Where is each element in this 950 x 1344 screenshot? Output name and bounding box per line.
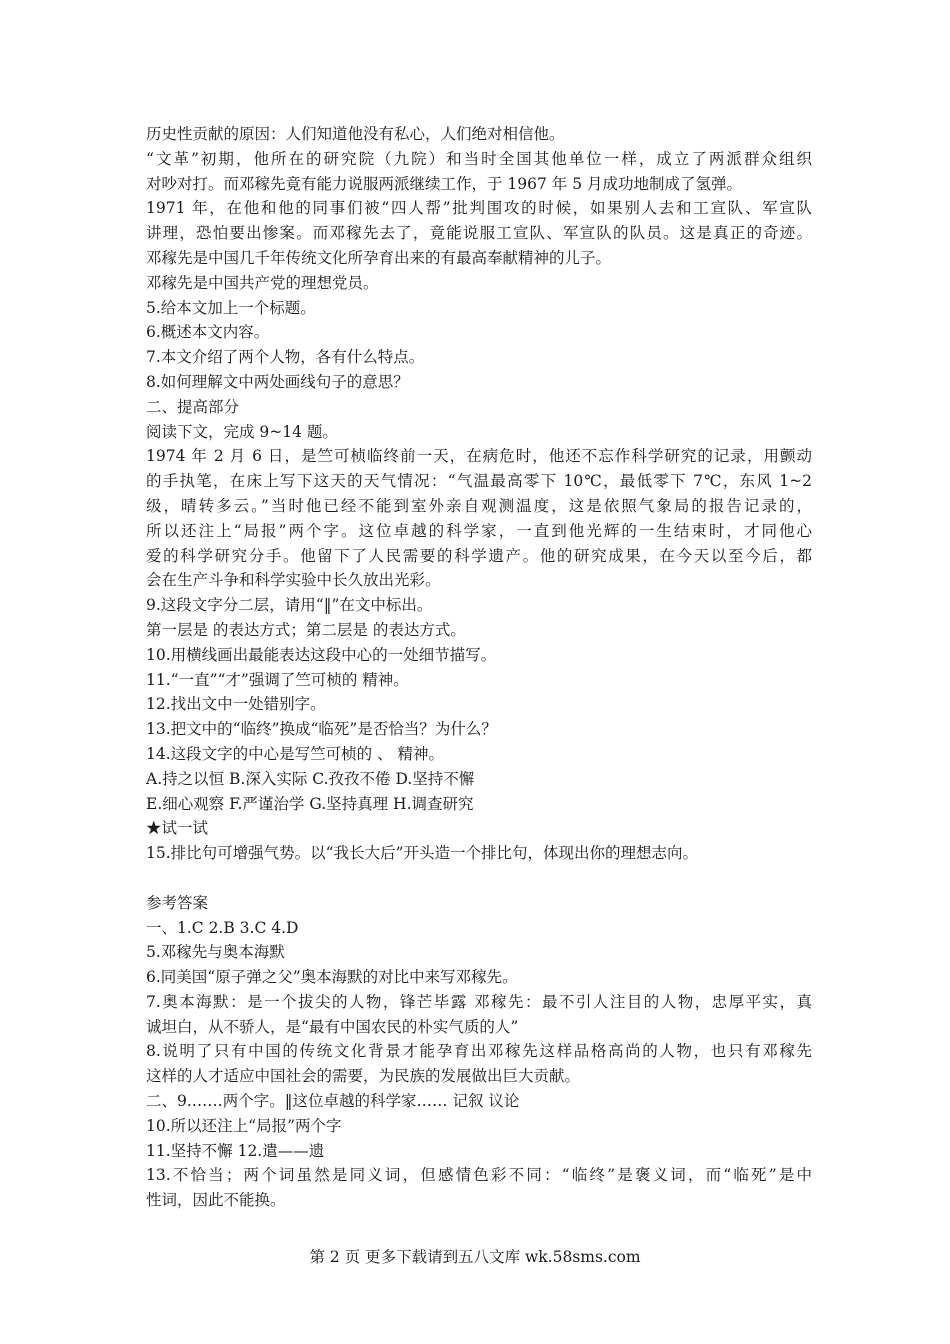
answer-line: 5.邓稼先与奥本海默 bbox=[146, 943, 285, 962]
question-12: 12.找出文中一处错别字。 bbox=[146, 695, 326, 714]
question-15: 15.排比句可增强气势。以“我长大后”开头造一个排比句，体现出你的理想志向。 bbox=[146, 844, 699, 863]
text-line: 对吵对打。而邓稼先竟有能力说服两派继续工作，于 1967 年 5 月成功地制成了氢弹。 bbox=[146, 174, 743, 193]
reading-instruction: 阅读下文，完成 9~14 题。 bbox=[146, 422, 338, 441]
text-line: 1971 年，在他和他的同事们被“四人帮”批判围攻的时候，如果别人去和工宣队、军宣队 bbox=[146, 199, 812, 218]
text-line: 邓稼先是中国几千年传统文化所孕育出来的有最高奉献精神的儿子。 bbox=[146, 248, 612, 267]
answer-line: 8.说明了只有中国的传统文化背景才能孕育出邓稼先这样品格高尚的人物，也只有邓稼先 bbox=[146, 1042, 812, 1061]
answer-line: 二、9.……两个字。‖这位卓越的科学家…… 记叙 议论 bbox=[146, 1092, 520, 1111]
question-9-blank: 第一层是 的表达方式；第二层是 的表达方式。 bbox=[146, 620, 466, 639]
passage-line: 所以还注上“局报”两个字。这位卓越的科学家，一直到他光辉的一生结束时，才同他心 bbox=[146, 521, 812, 540]
passage-line: 爱的科学研究分手。他留下了人民需要的科学遗产。他的研究成果，在今天以至今后，都 bbox=[146, 546, 812, 565]
question-8: 8.如何理解文中两处画线句子的意思？ bbox=[146, 372, 409, 391]
page-footer: 第 2 页 更多下载请到五八文库 wk.58sms.com bbox=[309, 1248, 641, 1266]
blank-line bbox=[146, 866, 812, 891]
passage-line: 会在生产斗争和科学实验中长久放出光彩。 bbox=[146, 571, 441, 590]
answers-heading: 参考答案 bbox=[146, 893, 209, 912]
passage-line: 的手执笔，在床上写下这天的天气情况：“气温最高零下 10℃，最低零下 7℃，东风 1~2 bbox=[146, 472, 812, 491]
answer-line: 13.不恰当；两个词虽然是同义词，但感情色彩不同：“临终”是褒义词，而“临死”是中 bbox=[146, 1166, 812, 1185]
answer-line: 一、1.C 2.B 3.C 4.D bbox=[146, 918, 299, 937]
try-it-heading: ★试一试 bbox=[146, 819, 209, 838]
text-line: 讲理，恐怕要出惨案。而邓稼先去了，竟能说服工宣队、军宣队的队员。这是真正的奇迹。 bbox=[146, 224, 812, 243]
document-body bbox=[146, 122, 812, 1213]
question-11: 11.“一直”“才”强调了竺可桢的 精神。 bbox=[146, 670, 409, 689]
question-14: 14.这段文字的中心是写竺可桢的 、 精神。 bbox=[146, 744, 445, 763]
passage-line: 1974 年 2 月 6 日，是竺可桢临终前一天，在病危时，他还不忘作科学研究的记录，用颤动 bbox=[146, 447, 812, 466]
text-line: 邓稼先是中国共产党的理想党员。 bbox=[146, 273, 379, 292]
question-13: 13.把文中的“临终”换成“临死”是否恰当？为什么？ bbox=[146, 720, 497, 739]
question-7: 7.本文介绍了两个人物，各有什么特点。 bbox=[146, 348, 425, 367]
text-line: 历史性贡献的原因：人们知道他没有私心，人们绝对相信他。 bbox=[146, 125, 565, 143]
answer-line: 这样的人才适应中国社会的需要，为民族的发展做出巨大贡献。 bbox=[146, 1067, 581, 1086]
answer-line: 10.所以还注上“局报”两个字 bbox=[146, 1116, 342, 1135]
answer-line: 性词，因此不能换。 bbox=[146, 1191, 286, 1210]
answer-line: 11.坚持不懈 12.遣——遗 bbox=[146, 1141, 325, 1160]
question-10: 10.用横线画出最能表达这段中心的一处细节描写。 bbox=[146, 645, 497, 664]
question-9: 9.这段文字分二层，请用“‖”在文中标出。 bbox=[146, 596, 433, 615]
question-6: 6.概述本文内容。 bbox=[146, 323, 270, 342]
passage-line: 级，晴转多云。”当时他已经不能到室外亲自观测温度，这是依照气象局的报告记录的， bbox=[146, 496, 812, 515]
text-line: “文革”初期，他所在的研究院（九院）和当时全国其他单位一样，成立了两派群众组织 bbox=[146, 149, 812, 168]
answer-line: 7.奥本海默：是一个拔尖的人物，锋芒毕露 邓稼先：最不引人注目的人物，忠厚平实，真 bbox=[146, 992, 812, 1011]
answer-line: 诚坦白，从不骄人，是“最有中国农民的朴实气质的人” bbox=[146, 1017, 519, 1036]
section-heading: 二、提高部分 bbox=[146, 397, 240, 416]
question-5: 5.给本文加上一个标题。 bbox=[146, 298, 316, 317]
question-14-options: E.细心观察 F.严谨治学 G.坚持真理 H.调查研究 bbox=[146, 794, 474, 813]
answer-line: 6.同美国“原子弹之父”奥本海默的对比中来写邓稼先。 bbox=[146, 968, 518, 987]
question-14-options: A.持之以恒 B.深入实际 C.孜孜不倦 D.坚持不懈 bbox=[146, 769, 475, 788]
